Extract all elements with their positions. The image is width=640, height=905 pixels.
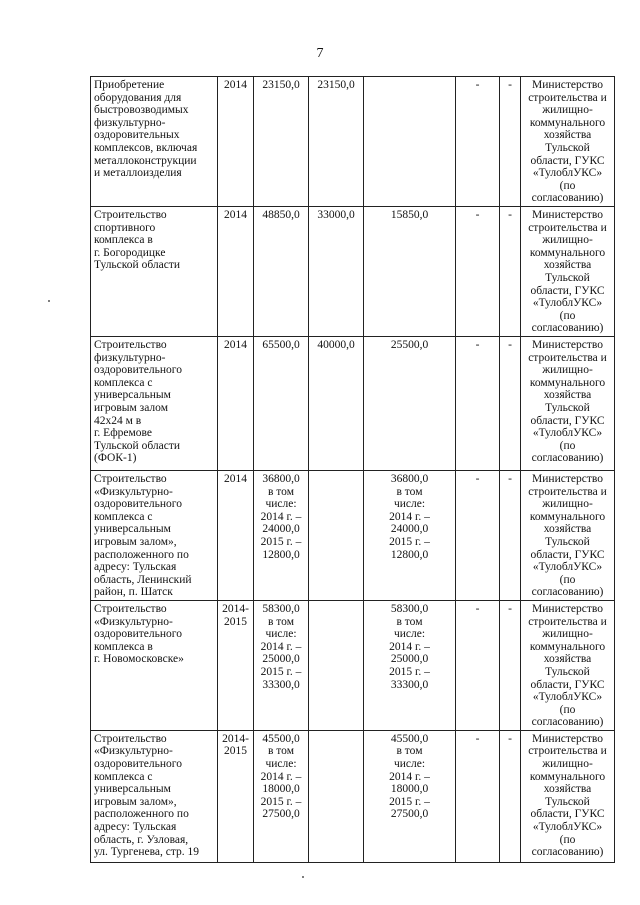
total-cell: 45500,0 в том числе: 2014 г. – 18000,0 2015 г. – 27500,0: [254, 730, 309, 862]
total-cell: 58300,0 в том числе: 2014 г. – 25000,0 2015 г. – 33300,0: [254, 600, 309, 730]
total-cell: 48850,0: [254, 207, 309, 337]
total-cell: 65500,0: [254, 337, 309, 471]
regional-cell: 15850,0: [364, 207, 456, 337]
scan-speck: [48, 300, 50, 302]
responsible-cell: Министерство строительства и жилищно- коммунального хозяйства Тульской области, ГУКС «ТулоблУКС» (по согласованию): [521, 730, 615, 862]
federal-cell: [309, 730, 364, 862]
federal-cell: [309, 600, 364, 730]
event-name-cell: Строительство «Физкультурно- оздоровительного комплекса с универсальным игровым залом», расположенного по адресу: Тульская область, г. Узловая, ул. Тургенева, стр. 19: [91, 730, 218, 862]
year-cell: 2014- 2015: [218, 730, 254, 862]
table-row: [91, 600, 615, 730]
page-number: 7: [316, 46, 324, 61]
scan-speck: [302, 876, 304, 878]
other-cell: -: [500, 207, 521, 337]
other-cell: -: [500, 77, 521, 207]
responsible-cell: Министерство строительства и жилищно- коммунального хозяйства Тульской области, ГУКС «ТулоблУКС» (по согласованию): [521, 207, 615, 337]
table-row: [91, 77, 615, 207]
local-cell: -: [456, 730, 500, 862]
responsible-cell: Министерство строительства и жилищно- коммунального хозяйства Тульской области, ГУКС «ТулоблУКС» (по согласованию): [521, 77, 615, 207]
federal-cell: 23150,0: [309, 77, 364, 207]
event-name-cell: Строительство физкультурно- оздоровительного комплекса с универсальным игровым залом 42x24 м в г. Ефремове Тульской области (ФОК-1): [91, 337, 218, 471]
year-cell: 2014: [218, 207, 254, 337]
year-cell: 2014- 2015: [218, 600, 254, 730]
other-cell: -: [500, 471, 521, 601]
local-cell: -: [456, 600, 500, 730]
federal-cell: 40000,0: [309, 337, 364, 471]
year-cell: 2014: [218, 337, 254, 471]
regional-cell: 45500,0 в том числе: 2014 г. – 18000,0 2015 г. – 27500,0: [364, 730, 456, 862]
other-cell: -: [500, 337, 521, 471]
table-row: [91, 207, 615, 337]
event-name-cell: Приобретение оборудования для быстровозводимых физкультурно- оздоровительных комплексов, включая металлоконструкции и металлоизделия: [91, 77, 218, 207]
total-cell: 23150,0: [254, 77, 309, 207]
regional-cell: 25500,0: [364, 337, 456, 471]
local-cell: -: [456, 207, 500, 337]
responsible-cell: Министерство строительства и жилищно- коммунального хозяйства Тульской области, ГУКС «ТулоблУКС» (по согласованию): [521, 337, 615, 471]
year-cell: 2014: [218, 471, 254, 601]
event-name-cell: Строительство «Физкультурно- оздоровительного комплекса с универсальным игровым залом», расположенного по адресу: Тульская область, Ленинский район, п. Шатск: [91, 471, 218, 601]
table-row: [91, 337, 615, 471]
table-row: [91, 471, 615, 601]
regional-cell: 36800,0 в том числе: 2014 г. – 24000,0 2015 г. – 12800,0: [364, 471, 456, 601]
event-name-cell: Строительство «Физкультурно- оздоровительного комплекса в г. Новомосковске»: [91, 600, 218, 730]
regional-cell: [364, 77, 456, 207]
total-cell: 36800,0 в том числе: 2014 г. – 24000,0 2015 г. – 12800,0: [254, 471, 309, 601]
table-row: [91, 730, 615, 862]
local-cell: -: [456, 337, 500, 471]
local-cell: -: [456, 77, 500, 207]
responsible-cell: Министерство строительства и жилищно- коммунального хозяйства Тульской области, ГУКС «ТулоблУКС» (по согласованию): [521, 471, 615, 601]
other-cell: -: [500, 600, 521, 730]
other-cell: -: [500, 730, 521, 862]
funding-table: [90, 76, 615, 863]
federal-cell: 33000,0: [309, 207, 364, 337]
responsible-cell: Министерство строительства и жилищно- коммунального хозяйства Тульской области, ГУКС «ТулоблУКС» (по согласованию): [521, 600, 615, 730]
year-cell: 2014: [218, 77, 254, 207]
local-cell: -: [456, 471, 500, 601]
federal-cell: [309, 471, 364, 601]
event-name-cell: Строительство спортивного комплекса в г. Богородицке Тульской области: [91, 207, 218, 337]
regional-cell: 58300,0 в том числе: 2014 г. – 25000,0 2015 г. – 33300,0: [364, 600, 456, 730]
